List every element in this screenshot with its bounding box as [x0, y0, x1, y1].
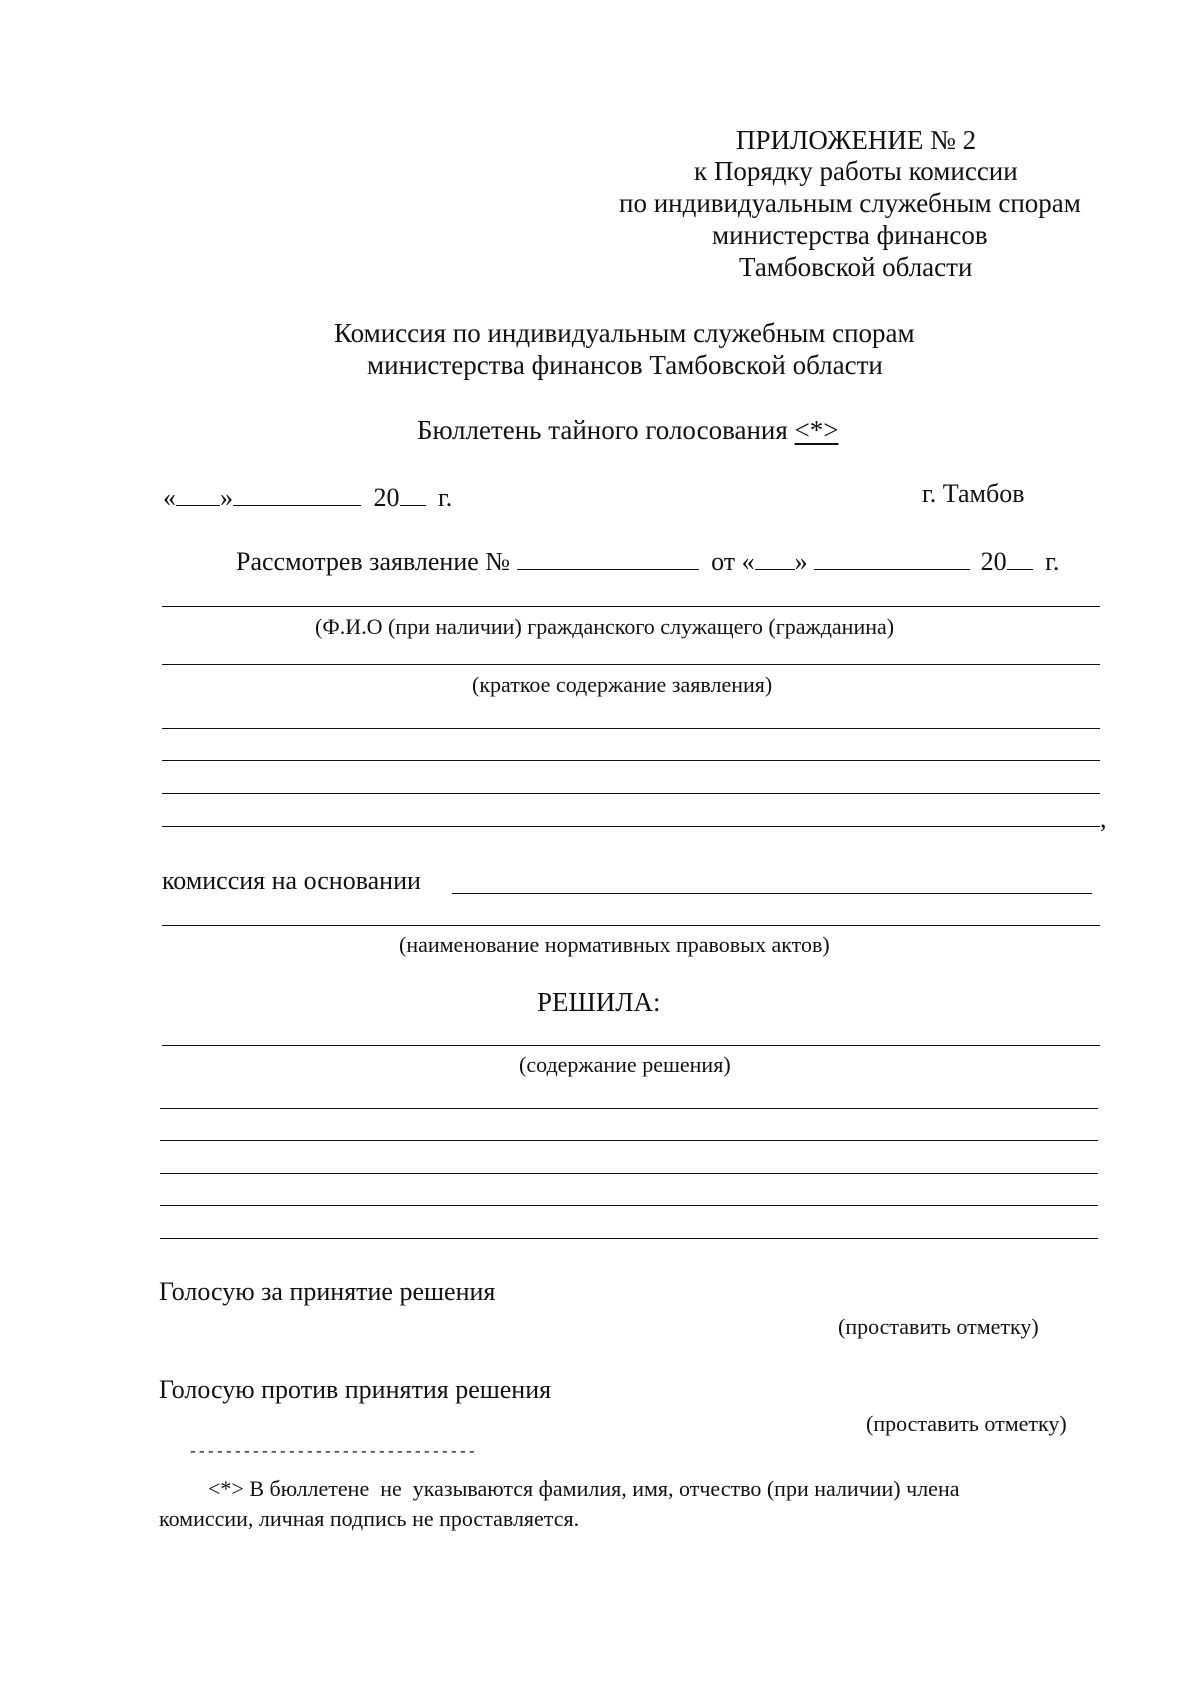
date-year-blank[interactable]	[400, 479, 426, 506]
header-line-disputes: по индивидуальным служебным спорам	[619, 188, 1081, 218]
commission-name-line1: Комиссия по индивидуальным служебным спорам	[334, 318, 915, 348]
date-year-suffix: г.	[438, 483, 453, 512]
ballot-title-text: Бюллетень тайного голосования	[417, 415, 788, 445]
vote-against-label: Голосую против принятия решения	[159, 1375, 552, 1404]
vote-against-hint: (проставить отметку)	[866, 1411, 1067, 1436]
date-month-blank[interactable]	[233, 479, 361, 506]
summary-extra-line-2[interactable]	[162, 760, 1100, 761]
basis-prefix: комиссия на основании	[162, 866, 421, 895]
fio-line[interactable]	[162, 606, 1100, 607]
ballot-title	[417, 415, 838, 446]
decided-heading: РЕШИЛА:	[537, 987, 661, 1017]
application-year-prefix: 20	[980, 547, 1007, 576]
basis-line[interactable]	[452, 893, 1092, 894]
summary-extra-line-1[interactable]	[162, 728, 1100, 729]
footnote-text-line1: В бюллетене не указываются фамилия, имя, отчество (при наличии) члена	[249, 1476, 960, 1501]
caption-decision: (содержание решения)	[519, 1052, 731, 1077]
header-line-region: Тамбовской области	[739, 252, 973, 282]
decision-extra-line-2[interactable]	[160, 1140, 1098, 1141]
date-close-quote: »	[220, 483, 233, 512]
vote-for-hint: (проставить отметку)	[838, 1314, 1039, 1339]
application-from: от «	[711, 547, 755, 576]
footnote-line1	[208, 1476, 959, 1502]
trailing-comma: ,	[1100, 804, 1107, 833]
decision-extra-line-4[interactable]	[160, 1205, 1098, 1206]
footnote-mark: <*>	[208, 1476, 244, 1501]
vote-for-label: Голосую за принятие решения	[159, 1277, 496, 1306]
summary-extra-line-4[interactable]	[162, 826, 1100, 827]
date-year-prefix: 20	[373, 483, 400, 512]
caption-summary: (краткое содержание заявления)	[472, 672, 773, 697]
decision-extra-line-1[interactable]	[160, 1108, 1098, 1109]
date-day-blank[interactable]	[176, 479, 220, 506]
footnote-separator: --------------------------------	[188, 1443, 477, 1461]
caption-fio: (Ф.И.О (при наличии) гражданского служащего (гражданина)	[315, 614, 895, 639]
footnote-line2: комиссии, личная подпись не проставляется.	[159, 1506, 580, 1531]
summary-extra-line-3[interactable]	[162, 793, 1100, 794]
application-year-suffix: г.	[1045, 547, 1060, 576]
summary-line[interactable]	[162, 664, 1100, 665]
date-row	[163, 479, 452, 513]
header-line-ministry: министерства финансов	[712, 220, 988, 250]
decision-line[interactable]	[162, 1045, 1100, 1046]
decision-extra-line-5[interactable]	[160, 1238, 1098, 1239]
application-month-blank[interactable]	[814, 543, 970, 570]
header-line-order: к Порядку работы комиссии	[694, 156, 1018, 186]
application-number-blank[interactable]	[517, 543, 699, 570]
acts-line[interactable]	[162, 925, 1100, 926]
commission-name-line2: министерства финансов Тамбовской области	[367, 350, 883, 380]
header-appendix-number: ПРИЛОЖЕНИЕ № 2	[736, 125, 977, 155]
application-prefix: Рассмотрев заявление №	[236, 547, 511, 576]
date-open-quote: «	[163, 483, 176, 512]
application-close-quote: »	[794, 547, 808, 576]
ballot-footnote-mark: <*>	[794, 415, 839, 445]
decision-extra-line-3[interactable]	[160, 1173, 1098, 1174]
application-year-blank[interactable]	[1007, 543, 1033, 570]
application-row	[236, 543, 1059, 577]
city: г. Тамбов	[922, 479, 1025, 508]
application-day-blank[interactable]	[755, 543, 795, 570]
caption-acts: (наименование нормативных правовых актов)	[399, 932, 830, 957]
